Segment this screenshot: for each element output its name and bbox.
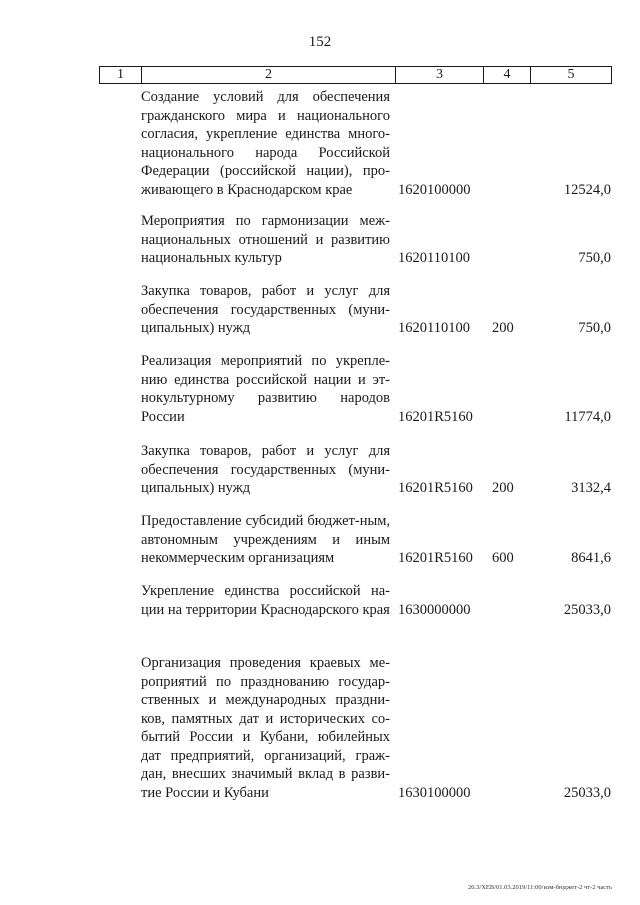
header-col-4: 4 — [484, 67, 531, 83]
row-expense-type: 600 — [492, 550, 514, 566]
table-row — [141, 654, 611, 802]
table-row — [141, 352, 611, 426]
row-code: 1620100000 — [398, 181, 471, 198]
row-description: Мероприятия по гармонизации меж-национальных отношений и развитию национальных культур — [141, 213, 390, 266]
row-description: Укрепление единства российской на-ции на территории Краснодарского края — [141, 583, 390, 618]
row-description: Закупка товаров, работ и услуг для обеспечения государственных (муни-ципальных) нужд — [141, 443, 390, 496]
table-row — [141, 88, 611, 199]
row-amount: 8641,6 — [571, 550, 611, 566]
row-description: Реализация мероприятий по укрепле-нию единства российской нации и эт-нокультурному развитию народов России — [141, 353, 390, 425]
header-col-2: 2 — [142, 67, 396, 83]
row-code: 1630100000 — [398, 784, 471, 801]
row-code: 1620110100 — [398, 250, 470, 266]
row-amount: 25033,0 — [563, 784, 611, 801]
row-amount: 3132,4 — [571, 480, 611, 496]
table-row — [141, 282, 611, 338]
header-col-1: 1 — [100, 67, 142, 83]
row-code: 16201R5160 — [398, 550, 473, 566]
row-expense-type: 200 — [492, 480, 514, 496]
header-col-3: 3 — [396, 67, 484, 83]
table-row — [141, 442, 611, 498]
row-amount: 12524,0 — [563, 181, 611, 198]
row-code: 1630000000 — [398, 601, 471, 618]
table-row — [141, 212, 611, 268]
row-description: Закупка товаров, работ и услуг для обеспечения государственных (муни-ципальных) нужд — [141, 283, 390, 336]
page-number: 152 — [308, 34, 332, 50]
table-row — [141, 512, 611, 568]
table-header-row — [99, 66, 612, 84]
row-description: Создание условий для обеспечения гражданского мира и национального согласия, укрепление единства много-национального народа Российской Федерации (российской нации), про-живающего в Краснодарском крае — [141, 89, 390, 198]
header-col-5: 5 — [567, 67, 575, 82]
row-amount: 25033,0 — [563, 601, 611, 618]
row-amount: 11774,0 — [564, 408, 611, 425]
row-code: 16201R5160 — [398, 408, 473, 425]
row-description: Предоставление субсидий бюджет-ным, автономным учреждениям и иным некоммерческим организациям — [141, 513, 390, 566]
row-code: 16201R5160 — [398, 480, 473, 496]
row-amount: 750,0 — [578, 250, 611, 266]
table-row — [141, 582, 611, 619]
row-description: Организация проведения краевых ме-роприятий по празднованию государ-ственных и международных праздни-ков, памятных дат и исторических со-бытий России и Кубани, юбилейных дат предприятий, организаций, граж-дан, внесших значимый вклад в разви-тие России и Кубани — [141, 655, 390, 801]
row-code: 1620110100 — [398, 320, 470, 336]
footer-document-id: 20.3/ХЕВ/01.03.2019/11:00/изм-бюджет-2 чт-2 часть — [468, 884, 612, 891]
row-expense-type: 200 — [492, 320, 514, 336]
row-amount: 750,0 — [578, 320, 611, 336]
